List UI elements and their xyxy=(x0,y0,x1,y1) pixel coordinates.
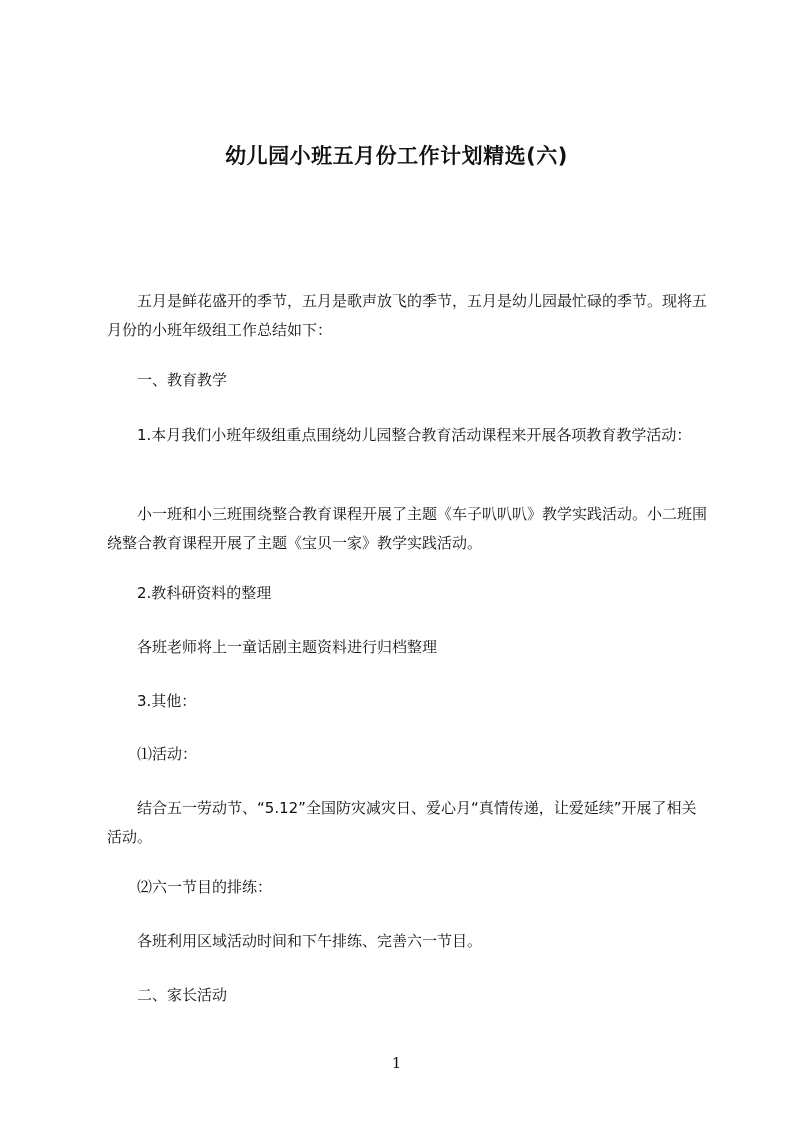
rehearsal-subheading: ⑵六一节目的排练： xyxy=(137,878,273,896)
item-1-paragraph: 1.本月我们小班年级组重点围绕幼儿园整合教育活动课程来开展各项教育教学活动： xyxy=(137,426,692,444)
intro-paragraph: 五月是鲜花盛开的季节，五月是歌声放飞的季节，五月是幼儿园最忙碌的季节。现将五月份的小班年级组工作总结如下： xyxy=(107,292,708,339)
rehearsal-paragraph: 各班利用区域活动时间和下午排练、完善六一节目。 xyxy=(137,932,483,950)
item-2-heading: 2.教科研资料的整理 xyxy=(137,584,272,602)
section-heading-education: 一、教育教学 xyxy=(137,371,228,389)
archive-paragraph: 各班老师将上一童话剧主题资料进行归档整理 xyxy=(137,638,438,656)
document-title: 幼儿园小班五月份工作计划精选(六) xyxy=(225,144,568,168)
item-3-heading: 3.其他： xyxy=(137,692,197,710)
page-number: 1 xyxy=(391,1054,402,1072)
themes-paragraph: 小一班和小三班围绕整合教育课程开展了主题《车子叭叭叭》教学实践活动。小二班围绕整合教育课程开展了主题《宝贝一家》教学实践活动。 xyxy=(107,505,708,552)
section-heading-parents: 二、家长活动 xyxy=(137,986,228,1004)
activity-subheading: ⑴活动： xyxy=(137,745,198,763)
activity-paragraph: 结合五一劳动节、“5.12”全国防灾减灾日、爱心月“真情传递，让爱延续”开展了相关活动。 xyxy=(107,799,697,846)
